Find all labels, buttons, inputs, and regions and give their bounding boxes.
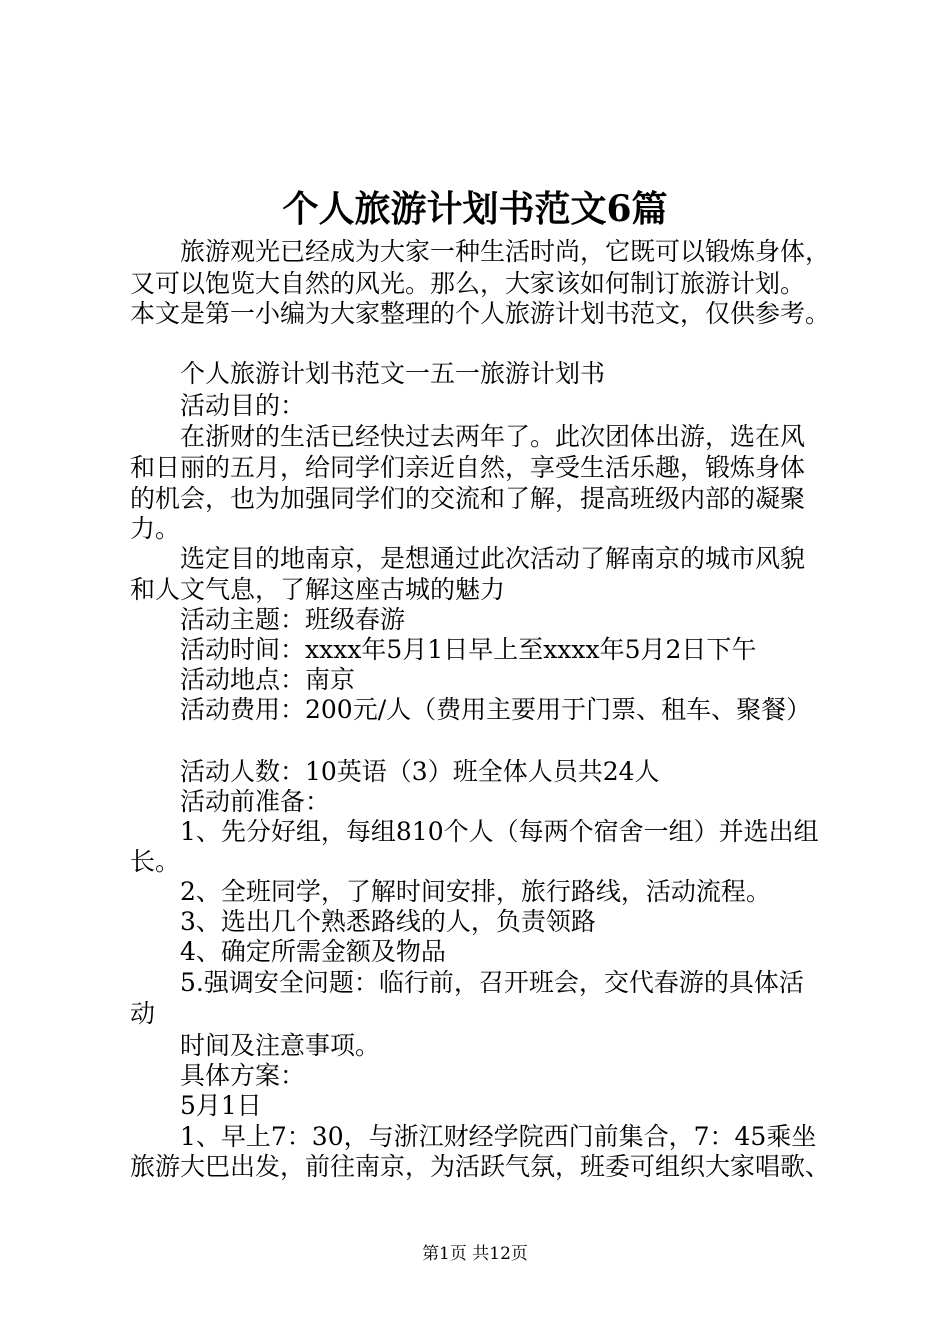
info-line-theme: 活动主题：班级春游 bbox=[180, 605, 406, 634]
list-item-continuation: 动 bbox=[130, 999, 156, 1028]
section-label: 具体方案： bbox=[180, 1061, 306, 1090]
paragraph-line: 在浙财的生活已经快过去两年了。此次团体出游，选在风 bbox=[180, 422, 806, 451]
section-heading: 个人旅游计划书范文一五一旅游计划书 bbox=[180, 359, 606, 388]
date-heading: 5月1日 bbox=[180, 1091, 262, 1120]
list-item: 4、确定所需金额及物品 bbox=[180, 937, 446, 966]
list-item: 1、先分好组，每组810个人（每两个宿舍一组）并选出组 bbox=[180, 817, 819, 846]
section-label: 活动目的： bbox=[180, 391, 306, 420]
list-item-continuation: 长。 bbox=[130, 847, 181, 876]
paragraph-line: 又可以饱览大自然的风光。那么，大家该如何制订旅游计划。 bbox=[130, 269, 806, 298]
paragraph-line: 本文是第一小编为大家整理的个人旅游计划书范文，仅供参考。 bbox=[130, 299, 831, 328]
list-item: 1、早上7：30，与浙江财经学院西门前集合，7：45乘坐 bbox=[180, 1122, 817, 1151]
info-line-location: 活动地点：南京 bbox=[180, 665, 356, 694]
paragraph-line: 时间及注意事项。 bbox=[180, 1031, 381, 1060]
paragraph-line: 和日丽的五月，给同学们亲近自然，享受生活乐趣，锻炼身体 bbox=[130, 453, 806, 482]
paragraph-line: 旅游观光已经成为大家一种生活时尚，它既可以锻炼身体， bbox=[180, 237, 831, 266]
list-item: 2、全班同学，了解时间安排，旅行路线，活动流程。 bbox=[180, 877, 771, 906]
list-item-continuation: 旅游大巴出发，前往南京，为活跃气氛，班委可组织大家唱歌、 bbox=[130, 1152, 831, 1181]
info-line-cost: 活动费用：200元/人（费用主要用于门票、租车、聚餐） bbox=[180, 695, 812, 724]
document-title: 个人旅游计划书范文6篇 bbox=[282, 188, 668, 230]
paragraph-line: 的机会，也为加强同学们的交流和了解，提高班级内部的凝聚 bbox=[130, 484, 806, 513]
list-item: 5.强调安全问题：临行前，召开班会，交代春游的具体活 bbox=[180, 968, 804, 997]
section-label: 活动前准备： bbox=[180, 787, 331, 816]
paragraph-line: 和人文气息，了解这座古城的魅力 bbox=[130, 575, 506, 604]
info-line-participants: 活动人数：10英语（3）班全体人员共24人 bbox=[180, 757, 660, 786]
info-line-time: 活动时间：xxxx年5月1日早上至xxxx年5月2日下午 bbox=[180, 635, 757, 664]
list-item: 3、选出几个熟悉路线的人，负责领路 bbox=[180, 907, 596, 936]
page-footer: 第1页 共12页 bbox=[422, 1244, 528, 1264]
paragraph-line: 力。 bbox=[130, 514, 181, 543]
paragraph-line: 选定目的地南京，是想通过此次活动了解南京的城市风貌 bbox=[180, 544, 806, 573]
